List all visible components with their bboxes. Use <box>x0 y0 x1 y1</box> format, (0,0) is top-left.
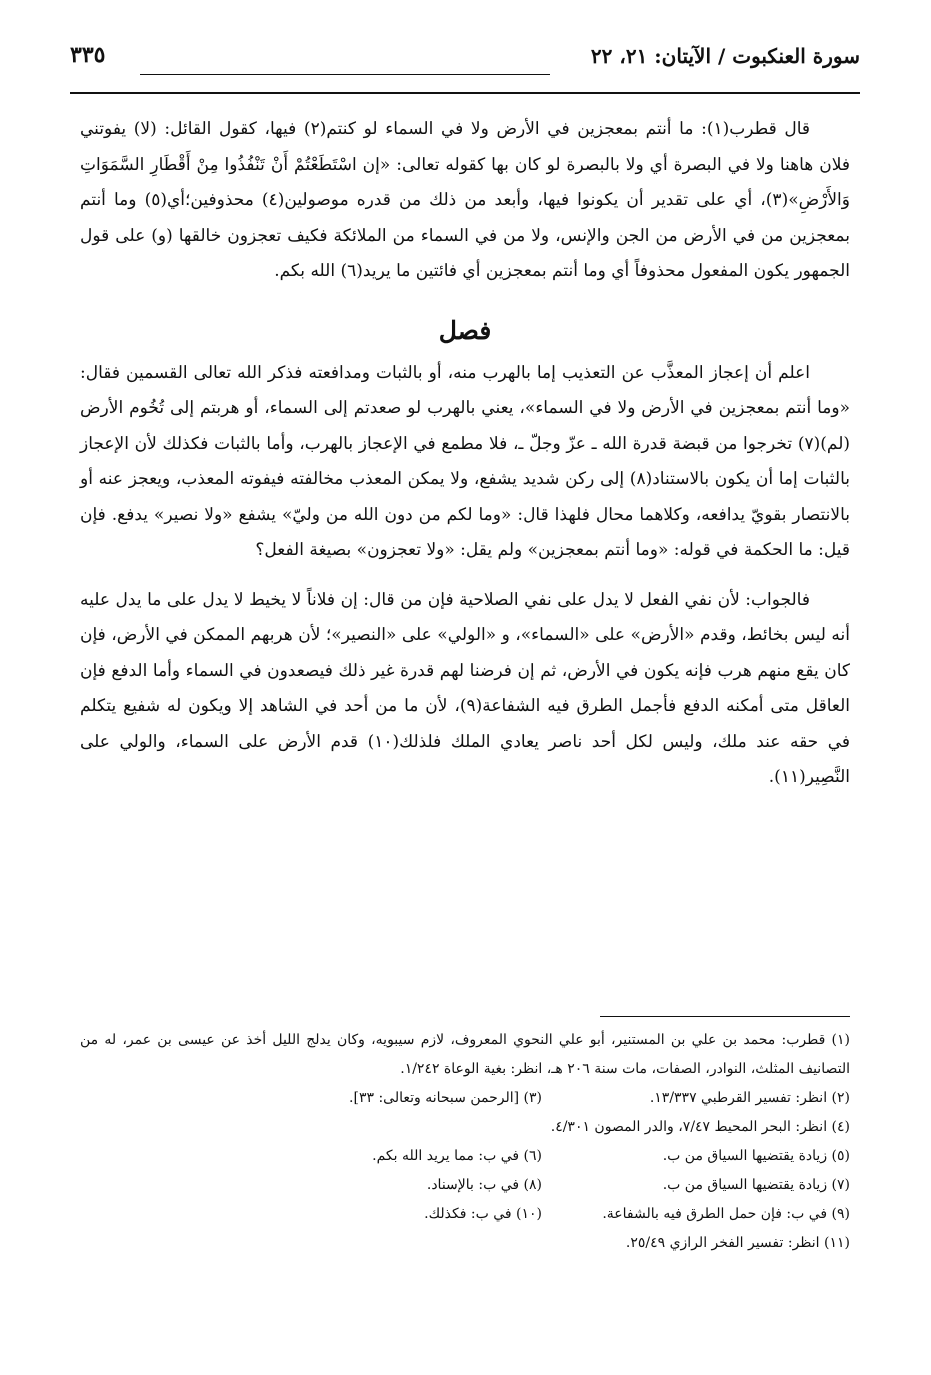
footnote-5: (٥) زيادة يقتضيها السياق من ب. <box>662 1148 850 1164</box>
footnote-7: (٧) زيادة يقتضيها السياق من ب. <box>662 1177 850 1193</box>
footnote-row <box>80 1142 850 1171</box>
page-number: ٣٣٥ <box>70 42 106 68</box>
paragraph-2: اعلم أن إعجاز المعذَّب عن التعذيب إما بالهرب منه، أو بالثبات ومدافعته فذكر الله تعالى القسمين فقال: «وما أنتم بمعجزين في الأرض ولا في السماء»، يعني بالهرب لو صعدتم إلى السماء، أو هربتم إلى تُخُوم الأرض (لم)(٧) تخرجوا من قبضة قدرة الله ـ عزّ وجلّ ـ، فلا مطمع في الإعجاز بالهرب، وأما بالثبات فكذلك لأن الإعجاز بالثبات إما أن يكون بالاستناد(٨) إلى ركن شديد يشفع، ولا يمكن المعذب مخالفته فيفوته المعذب، ويعجز عنه أو بالانتصار بقويّ يدافعه، وكلاهما محال فلهذا قال: «وما لكم من دون الله من وليّ» يشفع «ولا نصير» يدفع. فإن قيل: ما الحكمة في قوله: «وما أنتم بمعجزين» ولم يقل: «ولا تعجزون» بصيغة الفعل؟ <box>80 362 850 560</box>
header-dash-line <box>140 74 550 75</box>
footnote-row <box>80 1084 850 1113</box>
footnote-10: (١٠) في ب: فكذلك. <box>424 1206 542 1222</box>
paragraph-1: قال قطرب(١): ما أنتم بمعجزين في الأرض ولا في السماء لو كنتم(٢) فيها، كقول القائل: (لا) يفوتني فلان هاهنا ولا في البصرة أي ولا بالبصرة لو كان بها كقوله تعالى: «إن اسْتَطَعْتُمْ أَنْ تَنْفُذُوا مِنْ أَقْطَارِ السَّمَوَاتِ وَالأَرْضِ»(٣)، أي على تقدير أن يكونوا فيها، وأبعد من ذلك من قدره موصولين(٤) محذوفين؛أي(٥) وما أنتم بمعجزين من في الأرض من الجن والإنس، ولا من في السماء من الملائكة فكيف تعجزون خالقها (و) على قول الجمهور يكون المفعول محذوفاً أي وما أنتم بمعجزين أي فائتين ما يريد(٦) الله بكم. <box>80 119 850 281</box>
footnotes <box>80 1026 850 1258</box>
paragraph-3: فالجواب: لأن نفي الفعل لا يدل على نفي الصلاحية فإن من قال: إن فلاناً لا يخيط لا يدل على ما يدل عليه أنه ليس بخائط، وقدم «الأرض» على «السماء»، و «الولي» على «النصير»؛ لأن هربهم الممكن في الأرض، فإن كان يقع منهم هرب فإنه يكون في الأرض، ثم إن فرضنا لهم قدرة غير ذلك فيصعدون في السماء وأما الدفع فإن العاقل متى أمكنه الدفع فأجمل الطرق فيه الشفاعة(٩)، لأن ما من أحد في الشاهد إلا ويكون له شفيع يتكلم في حقه عند ملك، وليس لكل أحد ناصر يعادي الملك فلذلك(١٠) قدم الأرض على السماء، والولي على النَّصِير(١١). <box>80 589 850 787</box>
footnote-3: (٣) [الرحمن سبحانه وتعالى: ٣٣]. <box>349 1090 542 1106</box>
footnote-8: (٨) في ب: بالإسناد. <box>426 1177 542 1193</box>
footnote-9: (٩) في ب: فإن حمل الطرق فيه بالشفاعة. <box>602 1206 850 1222</box>
running-title: سورة العنكبوت / الآيتان: ٢١، ٢٢ <box>590 44 860 68</box>
page-header <box>70 40 860 86</box>
footnote-6: (٦) في ب: مما يريد الله بكم. <box>372 1148 542 1164</box>
header-rule <box>70 92 860 94</box>
footnote-2: (٢) انظر: تفسير القرطبي ١٣/٣٣٧. <box>649 1090 850 1106</box>
footnote-separator <box>600 1016 850 1017</box>
footnote-11: (١١) انظر: تفسير الفخر الرازي ٢٥/٤٩. <box>625 1235 850 1251</box>
footnote-1: (١) قطرب: محمد بن علي بن المستنير، أبو علي النحوي المعروف، لازم سيبويه، وكان يدلج الليل أخذ عن عيسى بن عمر، له من التصانيف المثلث، النوادر، الصفات، مات سنة ٢٠٦ هـ، انظر: بغية الوعاة ١/٢٤٢. <box>80 1032 850 1077</box>
footnote-row <box>80 1200 850 1229</box>
footnote-row <box>80 1171 850 1200</box>
footnote-4: (٤) انظر: البحر المحيط ٧/٤٧، والدر المصون ٤/٣٠١. <box>550 1119 850 1135</box>
main-text <box>80 112 850 796</box>
section-heading: فصل <box>438 315 492 345</box>
